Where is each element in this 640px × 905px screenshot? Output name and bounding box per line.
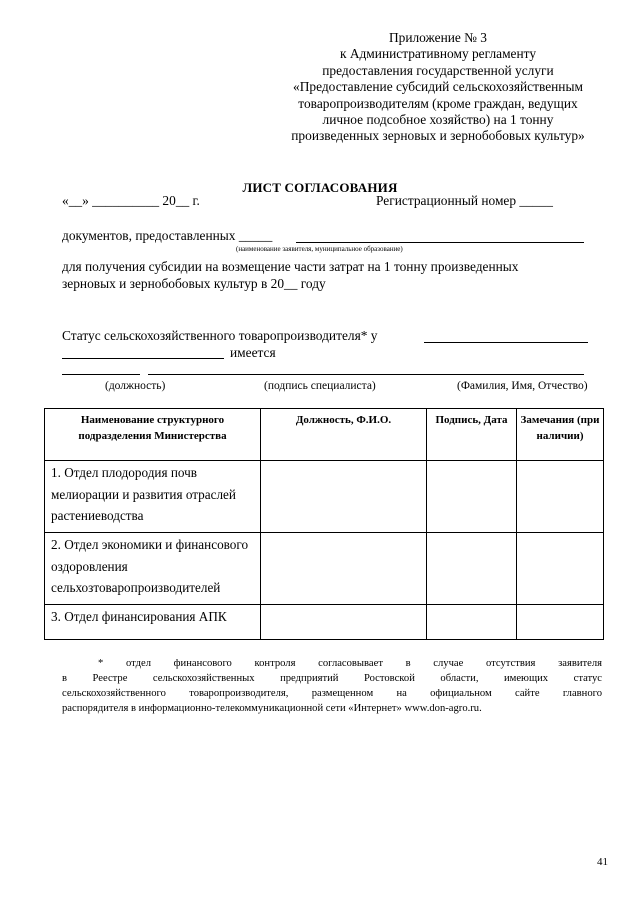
table-row [45,461,604,533]
page-number: 41 [597,856,608,868]
column-header-signature: Подпись, Дата [427,409,517,461]
column-header-position: Должность, Ф.И.О. [261,409,427,461]
status-underline [62,358,224,359]
appendix-line: личное подсобное хозяйство) на 1 тонну [322,112,554,128]
date-line: «__» __________ 20__ г. [62,193,200,208]
status-line: Статус сельскохозяйственного товаропроизводителя* у [62,328,378,343]
department-cell: 1. Отдел плодородия почв мелиорации и развития отраслей растениеводства [45,461,261,533]
signature-cell[interactable] [427,533,517,605]
signature-caption: (подпись специалиста) [264,380,376,392]
table-row [45,605,604,640]
signature-underline [148,374,584,375]
remarks-cell[interactable] [517,605,604,640]
registration-number: Регистрационный номер _____ [376,193,553,208]
footnote-line: сельскохозяйственного товаропроизводителя, размещенном на официальном сайте главного [62,688,602,699]
remarks-cell[interactable] [517,461,604,533]
table-header-row [45,409,604,461]
footnote [62,656,602,716]
position-caption: (должность) [105,380,166,392]
status-line: имеется [230,345,276,360]
approval-table [44,408,604,640]
appendix-line: произведенных зерновых и зернобобовых культур» [291,128,585,144]
department-cell: 3. Отдел финансирования АПК [45,605,261,640]
purpose-line: для получения субсидии на возмещение части затрат на 1 тонну произведенных [62,259,519,274]
documents-line: документов, предоставленных _____ [62,228,273,243]
footnote-line: в Реестре сельскохозяйственных предприятий Ростовской области, имеющих статус [62,673,602,684]
status-underline [424,342,588,343]
purpose-line: зерновых и зернобобовых культур в 20__ году [62,276,326,291]
appendix-line: товаропроизводителям (кроме граждан, ведущих [298,95,578,111]
department-cell: 2. Отдел экономики и финансового оздоровления сельхозтоваропроизводителей [45,533,261,605]
name-caption: (Фамилия, Имя, Отчество) [457,380,588,392]
page-title: ЛИСТ СОГЛАСОВАНИЯ [242,180,398,195]
appendix-line: к Административному регламенту [339,46,537,62]
signature-cell[interactable] [427,605,517,640]
column-header-department: Наименование структурного подразделения Министерства [45,409,261,461]
signature-cell[interactable] [427,461,517,533]
applicant-underline [296,242,584,243]
appendix-header [268,30,608,145]
footnote-line: * отдел финансового контроля согласовывает в случае отсутствия заявителя [98,658,602,669]
position-cell[interactable] [261,533,427,605]
table-row [45,533,604,605]
position-cell[interactable] [261,605,427,640]
applicant-hint: (наименование заявителя, муниципальное образование) [236,245,403,253]
column-header-remarks: Замечания (при наличии) [517,409,604,461]
appendix-line: Приложение № 3 [388,30,488,45]
footnote-line: распорядителя в информационно-телекоммуникационной сети «Интернет» www.don-agro.ru. [62,703,482,714]
position-underline [62,374,140,375]
position-cell[interactable] [261,461,427,533]
appendix-line: предоставления государственной услуги [322,62,554,78]
appendix-line: «Предоставление субсидий сельскохозяйственным [293,79,583,95]
remarks-cell[interactable] [517,533,604,605]
